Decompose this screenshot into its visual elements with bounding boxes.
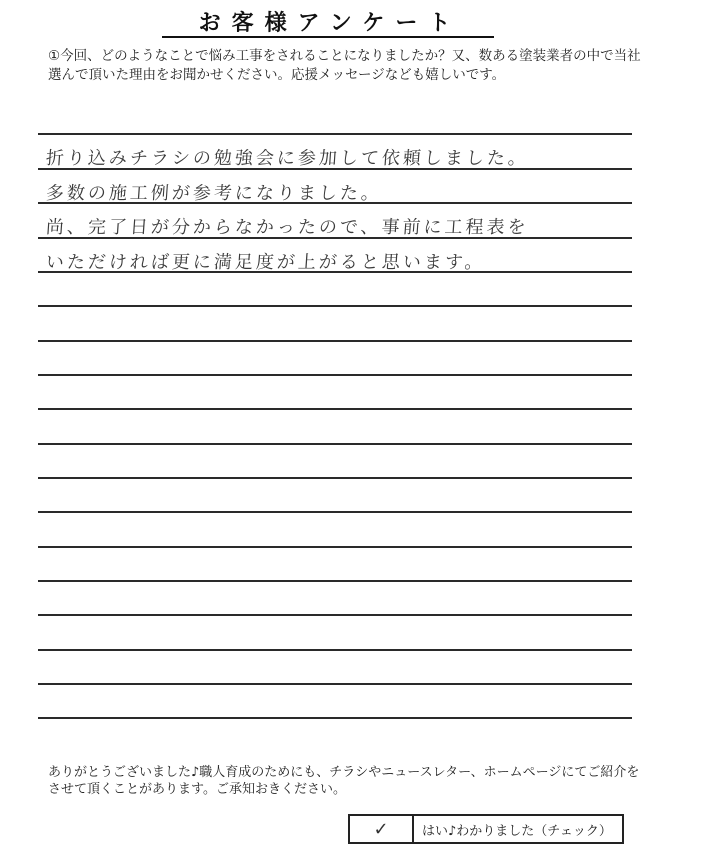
ruled-line xyxy=(38,374,632,376)
consent-checkbox-label: はい♪わかりました（チェック） xyxy=(422,824,612,839)
ruled-line xyxy=(38,580,632,582)
consent-checkbox[interactable] xyxy=(350,816,414,842)
ruled-line xyxy=(38,340,632,342)
handwritten-answer-line-4: いただければ更に満足度が上がると思います。 xyxy=(45,252,487,273)
ruled-line xyxy=(38,511,632,513)
ruled-line xyxy=(38,649,632,651)
ruled-line xyxy=(38,443,632,445)
ruled-line xyxy=(38,408,632,410)
handwritten-answer-line-1: 折り込みチラシの勉強会に参加して依頼しました。 xyxy=(45,148,530,169)
ruled-line xyxy=(38,133,632,135)
page-title: お客様アンケート xyxy=(198,11,462,36)
ruled-line xyxy=(38,717,632,719)
handwritten-answer-line-2: 多数の施工例が参考になりました。 xyxy=(45,183,383,204)
checkmark-icon: ✓ xyxy=(373,818,389,840)
consent-checkbox-row[interactable] xyxy=(348,814,624,844)
ruled-line xyxy=(38,683,632,685)
ruled-line xyxy=(38,614,632,616)
ruled-line xyxy=(38,546,632,548)
ruled-line xyxy=(38,477,632,479)
question-text: ①今回、どのようなことで悩み工事をされることになりましたか？又、数ある塗装業者の中で当社選んで頂いた理由をお聞かせください。応援メッセージなども嬉しいです。 xyxy=(48,48,641,83)
consent-notice: ありがとうございました♪職人育成のためにも、チラシやニュースレター、ホームページにてご紹介をさせて頂くことがあります。ご承知おきください。 xyxy=(48,765,640,797)
ruled-line xyxy=(38,305,632,307)
handwritten-answer-line-3: 尚、完了日が分からなかったので、事前に工程表を xyxy=(45,217,530,238)
